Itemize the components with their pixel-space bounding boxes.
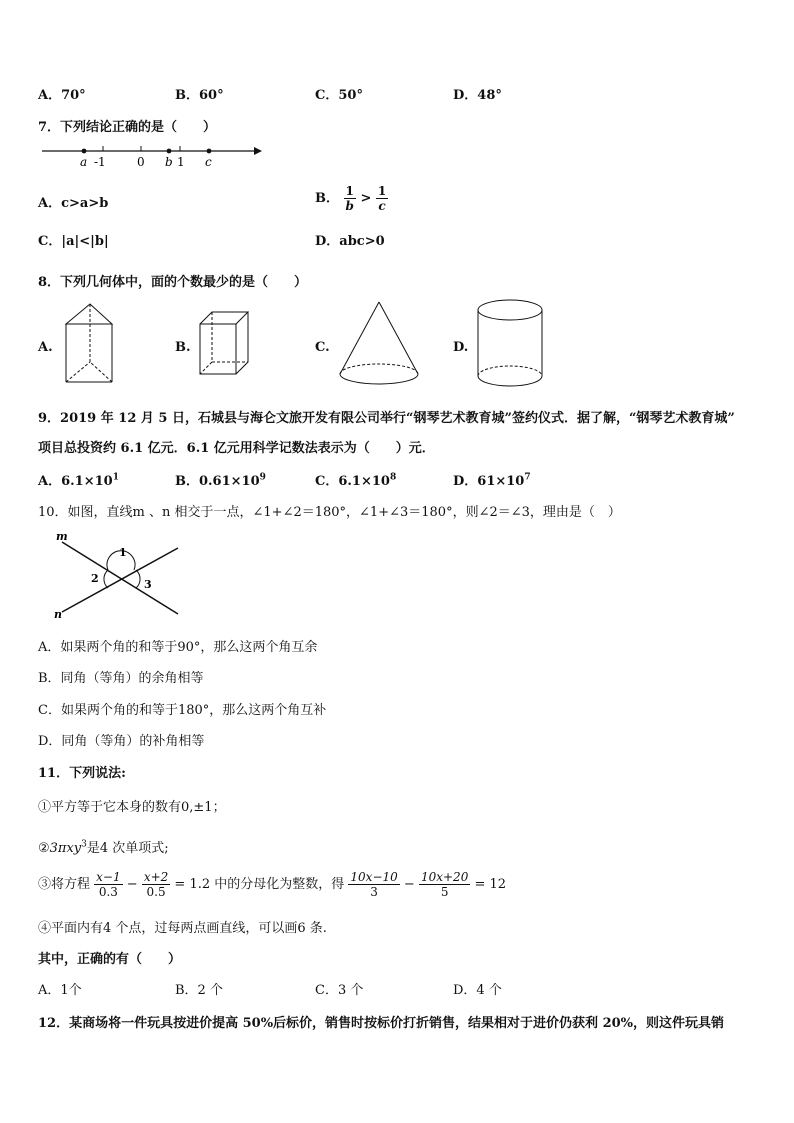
- q8-label-a: A.: [38, 340, 53, 355]
- cylinder-figure: [474, 296, 546, 392]
- q11-statement-2: ②3πxy$^3$是4 次单项式;: [38, 839, 169, 856]
- cone-figure: [336, 298, 422, 390]
- q8-label-b: B.: [175, 340, 191, 355]
- q11-statement-3: ③将方程 $\frac{x-1}{0.3}$ − $\frac{x+2}{0.5}$ = 1.2 中的分母化为整数，得 $\frac{10x-10}{3}$ − $\frac{10x+20}{5}$ = 12: [38, 870, 507, 899]
- label-b: b: [165, 155, 173, 169]
- label-0: 0: [137, 155, 145, 169]
- q11-statement-4: ④平面内有4 个点，过每两点画直线，可以画6 条.: [38, 921, 327, 936]
- q12-line1: 12．某商场将一件玩具按进价提高 50%后标价，销售时按标价打折销售，结果相对于进价仍获利 20%，则这件玩具销: [38, 1016, 725, 1031]
- angle-2-arc: [104, 570, 108, 588]
- q11-stem: 11．下列说法:: [38, 766, 126, 781]
- label-2: 2: [91, 572, 99, 585]
- q7-option-a: A．c>a>b: [38, 196, 109, 211]
- q8-label-c: C.: [315, 340, 330, 355]
- point-a: [82, 149, 87, 154]
- rectangular-prism-figure: [196, 306, 252, 378]
- label-c: c: [205, 155, 212, 169]
- q6-option-b: B．60°: [175, 88, 224, 103]
- label-3: 3: [144, 578, 152, 591]
- q10-option-d: D．同角（等角）的补角相等: [38, 734, 205, 749]
- label-neg1: -1: [94, 155, 106, 169]
- label-m: m: [56, 530, 68, 543]
- q9-option-b: B．$0.61\times 10^9$: [175, 472, 266, 489]
- q11-option-a: A．1个: [38, 983, 82, 998]
- q7-number-line: [38, 140, 263, 172]
- q10-option-a: A．如果两个角的和等于90°，那么这两个角互余: [38, 640, 318, 655]
- label-a: a: [80, 155, 88, 169]
- q8-stem: 8．下列几何体中，面的个数最少的是（ ）: [38, 275, 308, 290]
- label-1: 1: [177, 155, 185, 169]
- q11-ask: 其中，正确的有（ ）: [38, 952, 182, 967]
- q10-option-b: B．同角（等角）的余角相等: [38, 671, 204, 686]
- q9-line1: 9．2019 年 12 月 5 日，石城县与海仑文旅开发有限公司举行“钢琴艺术教育城”签约仪式．据了解，“钢琴艺术教育城”: [38, 411, 735, 426]
- q10-stem: 10．如图，直线m 、n 相交于一点，∠1+∠2＝180°，∠1+∠3＝180°，则∠2＝∠3，理由是（ ）: [38, 505, 621, 520]
- q9-option-d: D．$61\times 10^7$: [453, 472, 531, 489]
- q8-label-d: D.: [453, 340, 469, 355]
- point-b: [167, 149, 172, 154]
- q7-stem: 7．下列结论正确的是（ ）: [38, 120, 217, 135]
- point-c: [207, 149, 212, 154]
- q9-line2: 项目总投资约 6.1 亿元．6.1 亿元用科学记数法表示为（ ）元．: [38, 441, 435, 456]
- label-n: n: [54, 608, 62, 620]
- label-1: 1: [119, 546, 127, 559]
- q7-option-d: D．abc>0: [315, 234, 385, 249]
- q11-option-c: C．3 个: [315, 983, 364, 998]
- q11-option-d: D．4 个: [453, 983, 502, 998]
- q9-option-c: C．$6.1\times 10^8$: [315, 472, 397, 489]
- triangular-prism-figure: [60, 298, 118, 388]
- q7-option-c: C．|a|<|b|: [38, 234, 109, 249]
- q9-option-a: A．$6.1\times 10^1$: [38, 472, 119, 489]
- q10-option-c: C．如果两个角的和等于180°，那么这两个角互补: [38, 703, 327, 718]
- q6-option-d: D．48°: [453, 88, 502, 103]
- q6-option-a: A．70°: [38, 88, 86, 103]
- q7-option-b: B． $\frac{1}{b}$ > $\frac{1}{c}$: [315, 184, 387, 213]
- q11-statement-1: ①平方等于它本身的数有0,±1；: [38, 800, 226, 815]
- q11-option-b: B．2 个: [175, 983, 223, 998]
- angle-3-arc: [136, 570, 140, 588]
- q10-intersecting-lines-figure: [50, 528, 185, 620]
- q6-option-c: C．50°: [315, 88, 363, 103]
